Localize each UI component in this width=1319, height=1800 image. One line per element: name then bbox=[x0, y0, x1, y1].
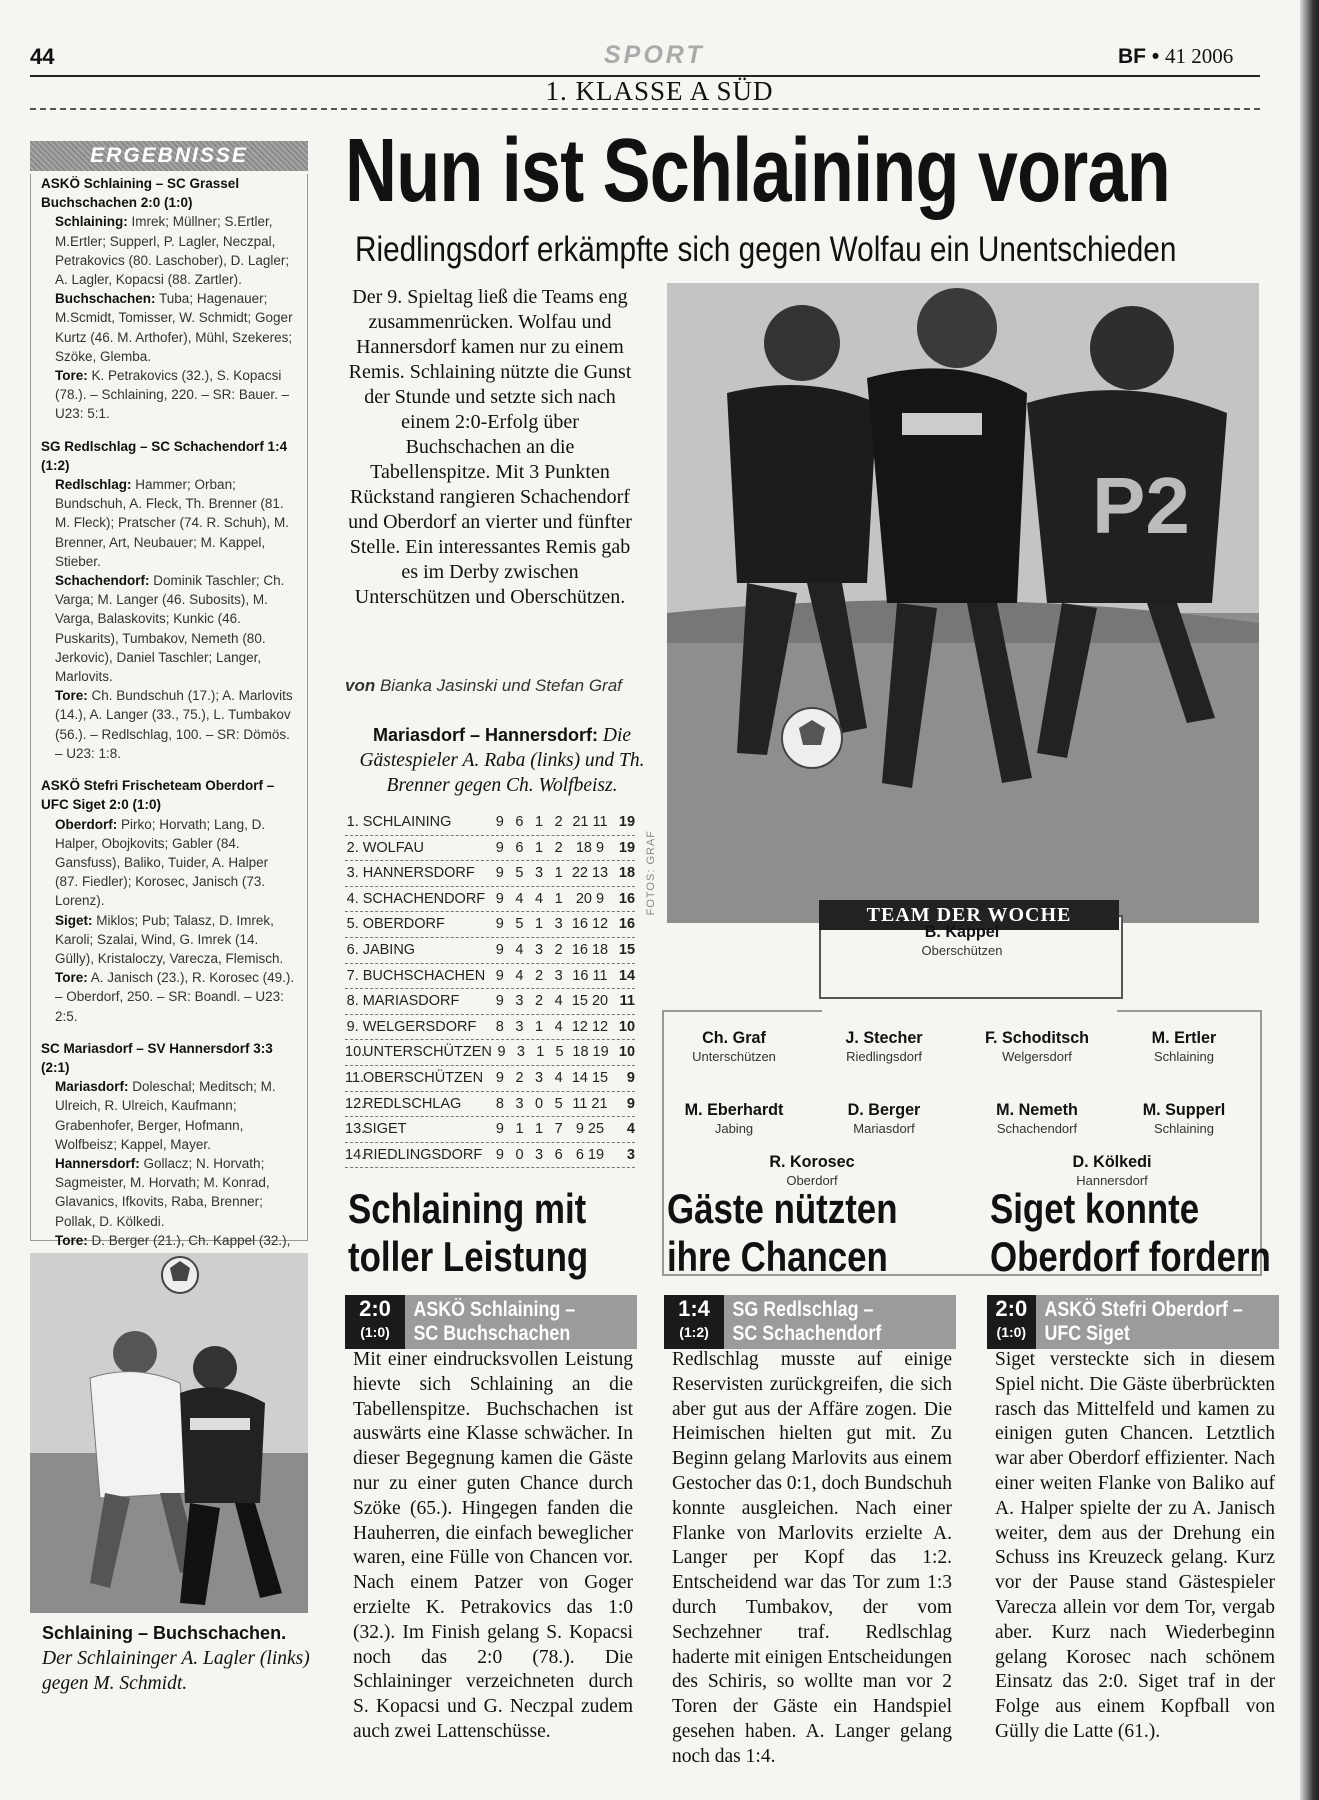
table-row bbox=[345, 1143, 635, 1169]
table-cell-rank: 3. bbox=[346, 865, 359, 882]
table-cell-d: 1 bbox=[535, 1121, 544, 1138]
table-cell-d: 1 bbox=[534, 1018, 544, 1035]
result-line-team: Hannersdorf: bbox=[55, 1155, 140, 1171]
table-cell-w: 4 bbox=[515, 967, 524, 984]
table-cell-w: 6 bbox=[515, 839, 524, 856]
byline bbox=[345, 676, 645, 696]
result-line-team: Schlaining: bbox=[55, 214, 128, 230]
result-line-team: Oberdorf: bbox=[55, 816, 118, 832]
tdw-player bbox=[654, 1100, 814, 1136]
table-row bbox=[345, 1066, 635, 1092]
result-line bbox=[41, 968, 295, 1026]
table-cell-pts: 15 bbox=[618, 941, 636, 958]
table-cell-goals: 14 15 bbox=[571, 1069, 609, 1086]
article1-score-half: (1:0) bbox=[360, 1324, 390, 1340]
table-cell-team: RIEDLINGSDORF bbox=[363, 1146, 483, 1163]
result-line bbox=[41, 911, 295, 969]
table-cell-l: 6 bbox=[554, 1146, 563, 1163]
sub-headline: Riedlingsdorf erkämpfte sich gegen Wolfau ein Unentschieden bbox=[355, 230, 1177, 269]
article2-headline-line1: Gäste nützten bbox=[667, 1185, 898, 1232]
table-cell-goals: 16 18 bbox=[571, 941, 609, 958]
tdw-player-club: Oberdorf bbox=[786, 1173, 838, 1188]
table-cell-w: 5 bbox=[515, 916, 524, 933]
players-heading-ball-illustration bbox=[30, 1253, 308, 1613]
table-cell-pts: 9 bbox=[626, 1069, 635, 1086]
article1-teams bbox=[405, 1298, 575, 1346]
photo-credit: FOTOS: GRAF bbox=[645, 830, 657, 916]
page-number: 44 bbox=[30, 44, 55, 69]
table-cell-w: 3 bbox=[515, 1095, 524, 1112]
table-cell-p: 9 bbox=[495, 941, 504, 958]
table-cell-p: 8 bbox=[495, 1018, 504, 1035]
table-cell-goals: 20 9 bbox=[575, 890, 605, 907]
table-cell-team: REDLSCHLAG bbox=[363, 1095, 462, 1112]
tdw-player-club: Schlaining bbox=[1154, 1049, 1214, 1064]
result-block bbox=[41, 174, 295, 424]
table-cell-d: 2 bbox=[534, 993, 544, 1010]
table-cell-l: 2 bbox=[554, 941, 563, 958]
table-cell-p: 8 bbox=[495, 1095, 504, 1112]
article1-headline bbox=[348, 1185, 588, 1281]
tdw-player bbox=[882, 922, 1042, 958]
table-cell-l: 4 bbox=[554, 993, 563, 1010]
article3-score-final: 2:0 bbox=[995, 1296, 1028, 1321]
article2-team-home: SG Redlschlag – bbox=[732, 1298, 874, 1321]
article1-headline-line1: Schlaining mit bbox=[348, 1185, 587, 1232]
table-cell-l: 7 bbox=[554, 1121, 563, 1138]
result-line bbox=[41, 571, 295, 686]
tdw-player bbox=[804, 1028, 964, 1064]
issue-info: BF • 41 2006 bbox=[1118, 44, 1234, 68]
table-cell-pts: 3 bbox=[626, 1146, 635, 1163]
table-cell-team: SCHACHENDORF bbox=[362, 890, 486, 907]
result-line-team: Tore: bbox=[55, 1232, 88, 1248]
table-cell-w: 3 bbox=[515, 993, 524, 1010]
table-cell-w: 0 bbox=[515, 1146, 524, 1163]
article1-team-away: SC Buchschachen bbox=[413, 1322, 571, 1345]
article3-headline bbox=[990, 1185, 1271, 1281]
result-line bbox=[41, 366, 295, 424]
table-cell-rank: 12. bbox=[345, 1095, 366, 1112]
table-cell-w: 3 bbox=[515, 1018, 524, 1035]
table-cell-pts: 10 bbox=[618, 1044, 636, 1061]
table-row bbox=[345, 861, 635, 887]
article1-team-home: ASKÖ Schlaining – bbox=[413, 1298, 576, 1321]
result-match: SC Mariasdorf – SV Hannersdorf 3:3 (2:1) bbox=[41, 1040, 273, 1075]
tdw-player-name: D. Kölkedi bbox=[1072, 1152, 1152, 1171]
result-block bbox=[41, 437, 295, 763]
table-cell-rank: 13. bbox=[345, 1121, 366, 1138]
table-cell-rank: 14. bbox=[345, 1146, 366, 1163]
article2-headline-line2: ihre Chancen bbox=[667, 1233, 888, 1280]
article3-team-away: UFC Siget bbox=[1044, 1322, 1130, 1345]
article3-body: Siget versteckte sich in diesem Spiel nicht. Die Gäste überbrückten rasch das Mittelfeld und kamen zu einigen guten Chancen. Letztlich war aber Oberdorf effizienter. Nach einer weiten Flanke von Baliko auf A. Halper spielte der zu A. Janisch weiter, dem aus der Drehung ein Schuss ins Kreuzeck gelang. Kurz vor der Pause stand Gästespieler Varecza allein vor dem Tor, vergab aber. Kurz nach Wiederbeginn gelang Korosec nach schönem Einsatz das 2:0. Siget traf in der Folge aus einem Kopfball von Gülly die Latte (61.). bbox=[995, 1349, 1275, 1742]
article2-score-final: 1:4 bbox=[678, 1296, 710, 1321]
article3-team-home: ASKÖ Stefri Oberdorf – bbox=[1044, 1298, 1243, 1321]
caption-main-text: Die Gästespieler A. Raba (links) und Th. Brenner gegen Ch. Wolfbeisz. bbox=[359, 725, 645, 796]
byline-prefix: von bbox=[345, 676, 376, 695]
table-cell-team: HANNERSDORF bbox=[362, 865, 475, 882]
article1-score bbox=[345, 1295, 405, 1349]
result-line-team: Redlschlag: bbox=[55, 477, 132, 493]
table-cell-l: 4 bbox=[554, 1018, 563, 1035]
result-block bbox=[41, 776, 295, 1026]
table-row bbox=[345, 1092, 635, 1118]
result-line bbox=[41, 475, 295, 571]
tdw-player bbox=[1104, 1028, 1264, 1064]
table-cell-pts: 19 bbox=[618, 814, 636, 830]
table-cell-team: WELGERSDORF bbox=[362, 1018, 477, 1035]
table-cell-pts: 16 bbox=[618, 890, 636, 907]
table-cell-rank: 1. bbox=[346, 814, 359, 830]
table-cell-rank: 11. bbox=[345, 1069, 365, 1086]
tdw-player-club: Schlaining bbox=[1154, 1121, 1214, 1136]
article2-score-half: (1:2) bbox=[679, 1324, 709, 1340]
table-row bbox=[345, 887, 635, 913]
league-table bbox=[345, 810, 635, 1168]
table-cell-goals: 16 12 bbox=[571, 916, 609, 933]
table-cell-goals: 6 19 bbox=[575, 1146, 605, 1163]
article2-score-bar bbox=[664, 1295, 956, 1349]
result-line bbox=[41, 686, 295, 763]
table-cell-w: 4 bbox=[515, 890, 524, 907]
lead-paragraph: Der 9. Spieltag ließ die Teams eng zusammenrücken. Wolfau und Hannersdorf kamen nur zu einem Remis. Schlaining nützte die Gunst der Stunde und setzte sich nach einem 2:0-Erfolg über Buchschachen an die Tabellenspitze. Mit 3 Punkten Rückstand rangieren Schachendorf und Oberdorf an vierter und fünfter Stelle. Ein interessantes Remis gab es im Derby zwischen Unterschützen und Oberschützen. bbox=[348, 286, 632, 608]
table-cell-pts: 10 bbox=[618, 1018, 636, 1035]
caption-main-bold: Mariasdorf – Hannersdorf: bbox=[372, 725, 598, 745]
tdw-player-name: M. Supperl bbox=[1142, 1100, 1226, 1119]
table-cell-d: 1 bbox=[534, 814, 544, 830]
tdw-player bbox=[732, 1152, 892, 1188]
table-cell-pts: 16 bbox=[618, 916, 636, 933]
table-cell-p: 9 bbox=[495, 1146, 504, 1163]
tdw-player-name: M. Eberhardt bbox=[684, 1100, 784, 1119]
table-cell-l: 1 bbox=[554, 890, 563, 907]
table-cell-rank: 2. bbox=[346, 839, 359, 856]
page-binding-shadow bbox=[1300, 0, 1319, 1800]
match-photo-main bbox=[667, 283, 1259, 923]
article3-teams bbox=[1036, 1298, 1243, 1346]
table-cell-rank: 10. bbox=[345, 1044, 366, 1061]
table-cell-l: 1 bbox=[554, 865, 563, 882]
tdw-player-name: J. Stecher bbox=[845, 1028, 923, 1047]
tdw-player-club: Unterschützen bbox=[692, 1049, 776, 1064]
result-line-text: Ch. Bundschuh (17.); A. Marlovits (14.), A. Langer (33., 75.), L. Tumbakov (56.). – Redlschlag, 100. – SR: Dömös. – U23: 1:8. bbox=[55, 688, 293, 761]
tdw-player-club: Oberschützen bbox=[921, 943, 1003, 958]
byline-authors: Bianka Jasinski und Stefan Graf bbox=[379, 676, 622, 695]
table-cell-team: OBERSCHÜTZEN bbox=[363, 1069, 484, 1086]
table-row bbox=[345, 836, 635, 862]
table-cell-team: OBERDORF bbox=[362, 916, 445, 933]
table-row bbox=[345, 810, 635, 836]
table-cell-d: 2 bbox=[534, 967, 544, 984]
article2-score bbox=[664, 1295, 724, 1349]
match-photo-small bbox=[30, 1253, 308, 1613]
result-line-team: Siget: bbox=[55, 912, 93, 928]
result-line-text: Hammer; Orban; Bundschuh, A. Fleck, Th. Brenner (81. M. Fleck); Pratscher (74. R. Schuh), M. Brenner, Art, Neubauer; M. Kappel, Stieber. bbox=[55, 477, 290, 569]
tdw-player-club: Welgersdorf bbox=[1002, 1049, 1072, 1064]
article2-body: Redlschlag musste auf einige Reservisten zurückgreifen, die sich aber gut aus der Affäre zogen. Die Heimischen hielten gut mit. Zu Beginn gelang Marlovits aus einem Gestocher das 0:1, doch Bundschuh konnte ausgleichen. Nach einer Flanke von Marlovits erzielte A. Langer per Kopf das 1:2. Entscheidend war das Tor zum 1:3 durch Tumbakov, der vom Sechzehner traf. Redlschlag haderte mit einigen Entscheidungen des Schiris, so wollte man vor 2 Toren der Gäste ein Handspiel gesehen haben. A. Langer gelang noch das 1:4. bbox=[672, 1349, 952, 1767]
article2-headline bbox=[667, 1185, 897, 1281]
tdw-player bbox=[804, 1100, 964, 1136]
table-cell-goals: 21 11 bbox=[572, 814, 608, 830]
table-cell-rank: 8. bbox=[346, 993, 359, 1010]
article1-score-bar bbox=[345, 1295, 637, 1349]
result-line-team: Tore: bbox=[55, 368, 88, 384]
table-cell-d: 1 bbox=[534, 839, 544, 856]
table-row bbox=[345, 938, 635, 964]
table-cell-goals: 9 25 bbox=[575, 1121, 605, 1138]
table-cell-d: 3 bbox=[535, 1146, 544, 1163]
result-match: ASKÖ Stefri Frischeteam Oberdorf – UFC Siget 2:0 (1:0) bbox=[41, 778, 275, 813]
tdw-player bbox=[1032, 1152, 1192, 1188]
table-cell-rank: 4. bbox=[346, 890, 359, 907]
article2-team-away: SC Schachendorf bbox=[732, 1322, 882, 1345]
section-label: SPORT bbox=[604, 41, 705, 69]
issue-number: 41 2006 bbox=[1165, 44, 1234, 68]
table-cell-w: 2 bbox=[515, 1069, 524, 1086]
table-cell-p: 9 bbox=[495, 967, 504, 984]
result-line-text: D. Berger (21.), Ch. Kappel (32.), bbox=[91, 1232, 291, 1248]
table-cell-pts: 14 bbox=[618, 967, 636, 984]
tdw-player bbox=[1104, 1100, 1264, 1136]
tdw-player-name: Ch. Graf bbox=[702, 1028, 766, 1047]
tdw-player-name: F. Schoditsch bbox=[984, 1028, 1090, 1047]
table-cell-p: 9 bbox=[495, 1121, 504, 1138]
table-row bbox=[345, 912, 635, 938]
article1-score-final: 2:0 bbox=[359, 1296, 391, 1321]
table-cell-rank: 6. bbox=[346, 941, 359, 958]
table-cell-l: 5 bbox=[555, 1044, 564, 1061]
result-line bbox=[41, 289, 295, 366]
table-cell-w: 3 bbox=[516, 1044, 525, 1061]
result-line-team: Tore: bbox=[55, 688, 88, 704]
table-cell-team: UNTERSCHÜTZEN bbox=[363, 1044, 492, 1061]
tdw-player bbox=[957, 1028, 1117, 1064]
tdw-title: TEAM DER WOCHE bbox=[819, 900, 1119, 930]
players-duel-illustration bbox=[667, 283, 1259, 923]
table-cell-d: 3 bbox=[534, 941, 544, 958]
results-box bbox=[30, 174, 308, 1248]
article3-score-bar bbox=[987, 1295, 1279, 1349]
table-cell-l: 3 bbox=[554, 967, 563, 984]
article3-score-half: (1:0) bbox=[996, 1324, 1027, 1340]
table-cell-p: 9 bbox=[495, 814, 504, 830]
table-cell-pts: 4 bbox=[626, 1121, 635, 1138]
table-row bbox=[345, 1040, 635, 1066]
table-cell-team: JABING bbox=[362, 941, 416, 958]
table-cell-team: WOLFAU bbox=[362, 839, 424, 856]
table-cell-d: 1 bbox=[536, 1044, 545, 1061]
tdw-player-club: Mariasdorf bbox=[853, 1121, 915, 1136]
photo-caption-main bbox=[352, 723, 652, 798]
tdw-player-name: B. Kappel bbox=[924, 922, 1000, 941]
tdw-player-club: Jabing bbox=[714, 1121, 754, 1136]
result-line-text: Doleschal; Meditsch; M. Ulreich, R. Ulreich, Kaufmann; Grabenhofer, Berger, Hofmann, Wolfbeisz; Kappel, Mayer. bbox=[55, 1079, 276, 1152]
table-cell-p: 9 bbox=[495, 1069, 504, 1086]
table-cell-rank: 7. bbox=[346, 967, 359, 984]
main-headline: Nun ist Schlaining voran bbox=[345, 121, 1170, 221]
result-match: ASKÖ Schlaining – SC Grassel Buchschachen 2:0 (1:0) bbox=[41, 176, 240, 211]
table-cell-w: 1 bbox=[515, 1121, 524, 1138]
table-cell-p: 9 bbox=[495, 916, 504, 933]
results-heading: ERGEBNISSE bbox=[30, 141, 308, 171]
table-cell-team: MARIASDORF bbox=[362, 993, 460, 1010]
result-line-text: Tuba; Hagenauer; M.Scmidt, Tomisser, W. Schmidt; Goger Kurtz (46. M. Arthofer), Mühl, Szekeres; Szöke, Glemba. bbox=[55, 291, 293, 364]
article2-teams bbox=[724, 1298, 881, 1346]
table-cell-goals: 11 21 bbox=[572, 1095, 608, 1112]
result-line-text: Miklos; Pub; Talasz, D. Imrek, Karoli; Szalai, Wind, G. Imrek (14. Gülly), Kristaloczy, Varecza, Flemisch. bbox=[55, 912, 284, 966]
result-line-text: Imrek; Müllner; S.Ertler, M.Ertler; Supperl, P. Lagler, Neczpal, Petrakovics (80. Laschober), D. Lagler; A. Lagler, Kopacsi (88. Zartler). bbox=[55, 214, 290, 288]
table-cell-rank: 5. bbox=[346, 916, 359, 933]
table-cell-goals: 22 13 bbox=[571, 865, 609, 882]
tdw-player-name: R. Korosec bbox=[769, 1152, 855, 1171]
article3-headline-line1: Siget konnte bbox=[990, 1185, 1200, 1232]
table-cell-w: 4 bbox=[515, 941, 524, 958]
caption-left-text: Der Schlaininger A. Lagler (links) gegen M. Schmidt. bbox=[42, 1648, 310, 1694]
result-line-text: Dominik Taschler; Ch. Varga; M. Langer (46. Subosits), M. Varga, Balaskovits; Kunkic (46. Puskarits), Tumbakov, Nemeth (80. Jerkovic), Daniel Taschler; Langer, Marlovits. bbox=[55, 573, 285, 685]
table-cell-pts: 9 bbox=[626, 1095, 635, 1112]
table-cell-goals: 16 11 bbox=[572, 967, 608, 984]
caption-left-bold: Schlaining – Buchschachen. bbox=[42, 1623, 287, 1643]
results-list bbox=[41, 174, 295, 1327]
league-title: 1. KLASSE A SÜD bbox=[545, 76, 774, 106]
table-row bbox=[345, 989, 635, 1015]
result-line bbox=[41, 815, 295, 911]
table-cell-p: 9 bbox=[495, 993, 504, 1010]
result-line bbox=[41, 1077, 295, 1154]
result-line-text: Gollacz; N. Horvath; Sagmeister, M. Horvath; M. Konrad, Glavanics, Ifkovits, Raba, Brenner; Pollak, D. Kölkedi. bbox=[55, 1155, 270, 1229]
dashed-rule bbox=[30, 108, 1260, 110]
tdw-player-club: Schachendorf bbox=[996, 1121, 1078, 1136]
result-line-team: Schachendorf: bbox=[55, 573, 150, 589]
result-line bbox=[41, 212, 295, 289]
svg-text:P2: P2 bbox=[1092, 461, 1190, 550]
table-cell-pts: 18 bbox=[618, 865, 636, 882]
photo-caption-left bbox=[42, 1621, 312, 1696]
result-match: SG Redlschlag – SC Schachendorf 1:4 (1:2) bbox=[41, 438, 288, 473]
result-line-text: K. Petrakovics (32.), S. Kopacsi (78.). – Schlaining, 220. – SR: Bauer. – U23: 5:1. bbox=[55, 368, 290, 422]
table-row bbox=[345, 1117, 635, 1143]
table-cell-p: 9 bbox=[495, 839, 504, 856]
table-cell-d: 4 bbox=[534, 890, 544, 907]
table-row bbox=[345, 1015, 635, 1041]
table-cell-l: 2 bbox=[554, 814, 563, 830]
tdw-player-name: D. Berger bbox=[847, 1100, 921, 1119]
table-cell-w: 6 bbox=[515, 814, 524, 830]
result-line bbox=[41, 1154, 295, 1231]
table-cell-d: 3 bbox=[535, 1069, 544, 1086]
tdw-player bbox=[957, 1100, 1117, 1136]
tdw-player-club: Hannersdorf bbox=[1076, 1173, 1148, 1188]
tdw-player bbox=[654, 1028, 814, 1064]
paper-name: BF bbox=[1118, 45, 1146, 68]
table-cell-l: 4 bbox=[554, 1069, 563, 1086]
table-cell-pts: 19 bbox=[618, 839, 636, 856]
table-cell-l: 2 bbox=[554, 839, 563, 856]
table-cell-p: 9 bbox=[497, 1044, 506, 1061]
table-row bbox=[345, 964, 635, 990]
result-line-team: Buchschachen: bbox=[55, 291, 156, 307]
table-cell-goals: 15 20 bbox=[571, 993, 609, 1010]
article3-score bbox=[987, 1295, 1036, 1349]
result-line-team: Tore: bbox=[55, 970, 88, 986]
article1-headline-line2: toller Leistung bbox=[348, 1233, 589, 1280]
table-cell-team: SCHLAINING bbox=[362, 814, 452, 830]
table-cell-d: 1 bbox=[534, 916, 544, 933]
table-cell-pts: 11 bbox=[619, 993, 636, 1010]
table-cell-goals: 12 12 bbox=[571, 1018, 609, 1035]
table-cell-d: 3 bbox=[534, 865, 544, 882]
table-cell-team: BUCHSCHACHEN bbox=[362, 967, 486, 984]
table-cell-goals: 18 19 bbox=[572, 1044, 609, 1061]
tdw-player-name: M. Ertler bbox=[1151, 1028, 1217, 1047]
result-line-text: Pirko; Horvath; Lang, D. Halper, Obojkovits; Gabler (84. Gansfuss), Baliko, Tuider, A. Halper (87. Fiedler); Korosec, Janisch (73. Lorenz). bbox=[55, 816, 269, 909]
table-cell-d: 0 bbox=[535, 1095, 544, 1112]
table-cell-rank: 9. bbox=[346, 1018, 359, 1035]
table-cell-team: SIGET bbox=[363, 1121, 407, 1138]
article1-body: Mit einer eindrucksvollen Leistung hievte sich Schlaining an die Tabellenspitze. Buchschachen ist auswärts eine Klasse schwächer. In dieser Begegnung kamen die Gäste nur zu einer guten Chance durch Szöke (65.). Hingegen fanden die Hauherren, die einfach beweglicher waren, eine Fülle von Chancen vor. Nach einem Patzer von Goger erzielte K. Petrakovics das 1:0 (32.). Im Finish gelang S. Kopacsi noch das 2:0 (78.). Die Schlaininger verzeichneten durch S. Kopacsi und G. Neczpal zudem auch zwei Lattenschüsse. bbox=[353, 1349, 633, 1742]
result-line-team: Mariasdorf: bbox=[55, 1079, 129, 1095]
table-cell-p: 9 bbox=[495, 865, 504, 882]
table-cell-w: 5 bbox=[515, 865, 524, 882]
article3-headline-line2: Oberdorf fordern bbox=[990, 1233, 1271, 1280]
result-line-text: A. Janisch (23.), R. Korosec (49.). – Oberdorf, 250. – SR: Boandl. – U23: 2:5. bbox=[55, 970, 295, 1024]
table-cell-l: 5 bbox=[554, 1095, 563, 1112]
table-cell-p: 9 bbox=[495, 890, 504, 907]
tdw-player-name: M. Nemeth bbox=[996, 1100, 1078, 1119]
table-cell-goals: 18 9 bbox=[575, 839, 605, 856]
tdw-player-club: Riedlingsdorf bbox=[846, 1049, 922, 1064]
table-cell-l: 3 bbox=[554, 916, 563, 933]
